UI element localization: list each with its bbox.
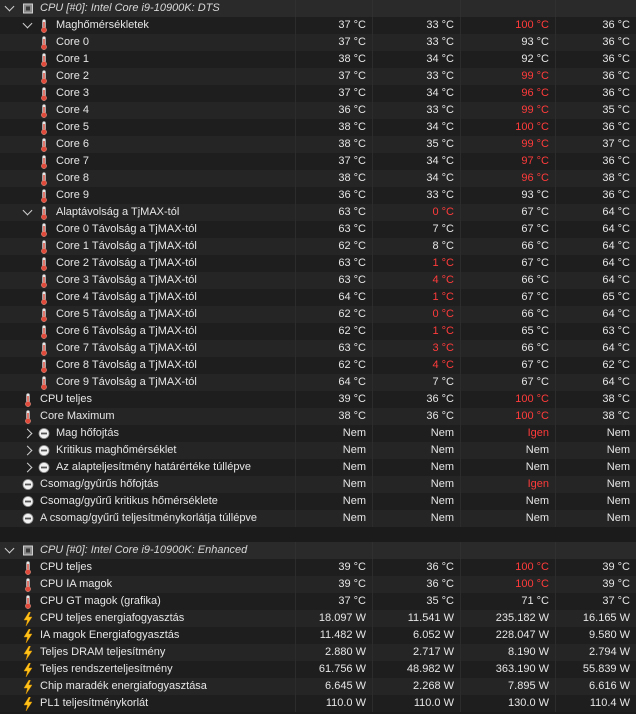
value-max: 66 °C [460,306,555,323]
section-title: CPU [#0]: Intel Core i9-10900K: DTS [40,2,220,14]
sensor-row[interactable] [0,678,636,695]
value-max: 97 °C [460,153,555,170]
value-max: Nem [460,442,555,459]
sensor-row[interactable] [0,272,636,289]
thermometer-icon [38,342,50,355]
sensor-label: Core 0 [56,36,90,48]
sensor-label: Core 7 [56,155,90,167]
value-min: Nem [372,459,460,476]
value-min: 0 °C [372,204,460,221]
sensor-row[interactable] [0,221,636,238]
value-max: 67 °C [460,255,555,272]
value-max: 363.190 W [460,661,555,678]
value-avg: 38 °C [555,170,636,187]
sensor-row[interactable] [0,187,636,204]
sensor-label: Core 8 [56,172,90,184]
value-current: 38 °C [295,136,372,153]
value-max: 99 °C [460,68,555,85]
value-min: 35 °C [372,593,460,610]
value-avg: 63 °C [555,323,636,340]
status-icon [22,495,34,508]
sensor-row[interactable] [0,255,636,272]
value-current: 37 °C [295,85,372,102]
sensor-label: Core 1 [56,53,90,65]
sensor-label: Csomag/gyűrűs hőfojtás [40,478,159,490]
sensor-label: Core 4 Távolság a TjMAX-tól [56,291,197,303]
sensor-label: Core 9 Távolság a TjMAX-tól [56,376,197,388]
value-avg: 36 °C [555,187,636,204]
chevron-down-icon[interactable] [5,544,15,554]
thermometer-icon [38,274,50,287]
value-max: 99 °C [460,136,555,153]
sensor-row[interactable] [0,306,636,323]
sensor-row[interactable] [0,17,636,34]
thermometer-icon [38,172,50,185]
value-current: 39 °C [295,559,372,576]
sensor-label: Chip maradék energiafogyasztása [40,680,207,692]
status-icon [38,427,50,440]
value-avg: 62 °C [555,357,636,374]
value-current: 6.645 W [295,678,372,695]
sensor-label: Teljes DRAM teljesítmény [40,646,166,658]
value-current: Nem [295,442,372,459]
value-max: 67 °C [460,221,555,238]
value-current: 63 °C [295,204,372,221]
value-avg: 9.580 W [555,627,636,644]
value-max: 96 °C [460,85,555,102]
value-current: Nem [295,493,372,510]
value-min: 6.052 W [372,627,460,644]
sensor-row[interactable] [0,610,636,627]
section-header[interactable] [0,0,636,17]
thermometer-icon [38,206,50,219]
thermometer-icon [38,121,50,134]
sensor-row[interactable] [0,136,636,153]
value-max: 99 °C [460,102,555,119]
value-max: 8.190 W [460,644,555,661]
sensor-label: Core 2 Távolság a TjMAX-tól [56,257,197,269]
section-header[interactable] [0,542,636,559]
value-min: 8 °C [372,238,460,255]
value-current: 110.0 W [295,695,372,712]
value-current: 38 °C [295,119,372,136]
sensor-label: Core 2 [56,70,90,82]
value-max: 100 °C [460,576,555,593]
value-max: 100 °C [460,391,555,408]
value-current: 62 °C [295,323,372,340]
sensor-label: CPU GT magok (grafika) [40,595,161,607]
chevron-down-icon[interactable] [23,206,33,216]
value-min: Nem [372,493,460,510]
sensor-row[interactable] [0,644,636,661]
sensor-row[interactable] [0,510,636,527]
value-min: 4 °C [372,272,460,289]
value-min: 36 °C [372,391,460,408]
thermometer-icon [38,291,50,304]
sensor-label: IA magok Energiafogyasztás [40,629,180,641]
value-min: 2.717 W [372,644,460,661]
value-avg: 38 °C [555,391,636,408]
value-current: 38 °C [295,408,372,425]
value-current: 36 °C [295,187,372,204]
value-max: 93 °C [460,187,555,204]
value-avg: 37 °C [555,593,636,610]
sensor-label: Core 9 [56,189,90,201]
thermometer-icon [38,36,50,49]
value-min: 11.541 W [372,610,460,627]
value-min: 35 °C [372,136,460,153]
value-max: 67 °C [460,204,555,221]
sensor-label: CPU IA magok [40,578,113,590]
value-current: 37 °C [295,17,372,34]
sensor-label: Core 4 [56,104,90,116]
value-min: 33 °C [372,17,460,34]
value-avg: 64 °C [555,340,636,357]
value-current: Nem [295,476,372,493]
thermometer-icon [22,578,34,591]
value-max: 100 °C [460,119,555,136]
value-max: 228.047 W [460,627,555,644]
value-avg: Nem [555,442,636,459]
value-max: 67 °C [460,374,555,391]
status-icon [22,478,34,491]
value-current: 62 °C [295,306,372,323]
thermometer-icon [38,104,50,117]
value-min: 1 °C [372,323,460,340]
chevron-right-icon[interactable] [23,463,33,473]
value-min: 34 °C [372,119,460,136]
value-avg: 36 °C [555,119,636,136]
value-avg: 64 °C [555,374,636,391]
sensor-row[interactable] [0,153,636,170]
thermometer-icon [38,53,50,66]
value-max: 130.0 W [460,695,555,712]
status-icon [38,461,50,474]
chevron-down-icon[interactable] [23,19,33,29]
sensor-label: Core 1 Távolság a TjMAX-tól [56,240,197,252]
value-min: 48.982 W [372,661,460,678]
chevron-right-icon[interactable] [23,429,33,439]
value-min: 34 °C [372,85,460,102]
sensor-row[interactable] [0,476,636,493]
value-min: Nem [372,425,460,442]
sensor-label: Csomag/gyűrű kritikus hőmérséklete [40,495,218,507]
sensor-label: Core 3 Távolság a TjMAX-tól [56,274,197,286]
value-current: 63 °C [295,340,372,357]
sensor-label: PL1 teljesítménykorlát [40,697,149,709]
thermometer-icon [38,19,50,32]
value-avg: Nem [555,425,636,442]
value-max: 67 °C [460,289,555,306]
value-min: 1 °C [372,289,460,306]
value-avg: Nem [555,476,636,493]
value-current: 37 °C [295,153,372,170]
thermometer-icon [38,189,50,202]
value-avg: 39 °C [555,559,636,576]
sensor-row[interactable] [0,559,636,576]
value-min: 33 °C [372,187,460,204]
value-min: Nem [372,510,460,527]
cpu-icon [22,2,34,15]
value-avg: Nem [555,459,636,476]
value-min: 33 °C [372,68,460,85]
sensor-label: CPU teljes [40,393,92,405]
value-min: 3 °C [372,340,460,357]
sensor-row[interactable] [0,51,636,68]
value-min: 33 °C [372,34,460,51]
value-avg: Nem [555,510,636,527]
value-avg: 36 °C [555,153,636,170]
sensor-label: Core 6 [56,138,90,150]
status-icon [22,512,34,525]
value-avg: 64 °C [555,221,636,238]
thermometer-icon [38,376,50,389]
value-avg: 2.794 W [555,644,636,661]
lightning-icon [22,697,34,710]
sensor-row[interactable] [0,289,636,306]
thermometer-icon [38,223,50,236]
value-avg: 64 °C [555,204,636,221]
value-max: 100 °C [460,17,555,34]
thermometer-icon [38,257,50,270]
value-avg: 35 °C [555,102,636,119]
sensor-label: Maghőmérsékletek [56,19,149,31]
value-min: 0 °C [372,306,460,323]
value-min: 34 °C [372,51,460,68]
chevron-down-icon[interactable] [5,2,15,12]
sensor-row[interactable] [0,238,636,255]
value-max: 100 °C [460,408,555,425]
sensor-row[interactable] [0,85,636,102]
sensor-row[interactable] [0,408,636,425]
value-avg: 55.839 W [555,661,636,678]
sensor-label: Core 5 Távolság a TjMAX-tól [56,308,197,320]
value-avg: 39 °C [555,576,636,593]
value-avg: 37 °C [555,136,636,153]
value-current: 64 °C [295,374,372,391]
thermometer-icon [22,393,34,406]
sensor-label: Core 0 Távolság a TjMAX-tól [56,223,197,235]
thermometer-icon [38,87,50,100]
value-max: Nem [460,493,555,510]
sensor-row[interactable] [0,459,636,476]
sensor-row[interactable] [0,119,636,136]
lightning-icon [22,646,34,659]
sensor-label: Core 5 [56,121,90,133]
value-avg: 36 °C [555,68,636,85]
value-max: 66 °C [460,238,555,255]
status-icon [38,444,50,457]
value-min: 110.0 W [372,695,460,712]
sensor-row[interactable] [0,102,636,119]
value-avg: 110.4 W [555,695,636,712]
value-current: 63 °C [295,255,372,272]
value-max: Nem [460,510,555,527]
value-min: 36 °C [372,576,460,593]
value-max: 66 °C [460,272,555,289]
value-min: 7 °C [372,221,460,238]
lightning-icon [22,612,34,625]
value-max: 71 °C [460,593,555,610]
thermometer-icon [38,240,50,253]
value-min: 1 °C [372,255,460,272]
sensor-label: Core 6 Távolság a TjMAX-tól [56,325,197,337]
value-max: Nem [460,459,555,476]
value-current: 39 °C [295,391,372,408]
sensor-label: A csomag/gyűrű teljesítménykorlátja túllépve [40,512,258,524]
sensor-label: CPU teljes [40,561,92,573]
value-min: 7 °C [372,374,460,391]
value-min: 2.268 W [372,678,460,695]
value-min: 36 °C [372,559,460,576]
value-current: 37 °C [295,34,372,51]
thermometer-icon [38,155,50,168]
thermometer-icon [38,70,50,83]
sensor-row[interactable] [0,374,636,391]
sensor-row[interactable] [0,627,636,644]
value-max: 93 °C [460,34,555,51]
thermometer-icon [22,410,34,423]
sensor-row[interactable] [0,442,636,459]
sensor-row[interactable] [0,391,636,408]
value-current: 62 °C [295,357,372,374]
value-current: Nem [295,510,372,527]
value-max: 235.182 W [460,610,555,627]
value-max: 100 °C [460,559,555,576]
value-current: 37 °C [295,593,372,610]
value-max: 67 °C [460,357,555,374]
value-max: 66 °C [460,340,555,357]
value-avg: 64 °C [555,306,636,323]
value-avg: 36 °C [555,85,636,102]
lightning-icon [22,629,34,642]
sensor-row[interactable] [0,34,636,51]
section-enhanced [0,542,636,712]
value-min: 34 °C [372,170,460,187]
value-avg: 6.616 W [555,678,636,695]
thermometer-icon [38,138,50,151]
value-min: 36 °C [372,408,460,425]
thermometer-icon [38,308,50,321]
value-avg: 36 °C [555,34,636,51]
thermometer-icon [22,561,34,574]
value-current: 2.880 W [295,644,372,661]
thermometer-icon [38,325,50,338]
value-avg: 36 °C [555,17,636,34]
value-current: 38 °C [295,170,372,187]
value-current: 62 °C [295,238,372,255]
value-max: Igen [460,425,555,442]
value-min: Nem [372,476,460,493]
value-avg: 65 °C [555,289,636,306]
value-avg: 64 °C [555,272,636,289]
sensor-row[interactable] [0,340,636,357]
sensor-label: Mag hőfojtás [56,427,119,439]
value-min: 33 °C [372,102,460,119]
sensor-row[interactable] [0,357,636,374]
sensor-row[interactable] [0,204,636,221]
value-min: 4 °C [372,357,460,374]
value-current: 39 °C [295,576,372,593]
lightning-icon [22,663,34,676]
sensor-label: Core Maximum [40,410,115,422]
value-min: Nem [372,442,460,459]
value-current: 63 °C [295,272,372,289]
sensor-row[interactable] [0,68,636,85]
sensor-label: Teljes rendszerteljesítmény [40,663,173,675]
sensor-row[interactable] [0,323,636,340]
sensor-label: Alaptávolság a TjMAX-tól [56,206,180,218]
value-max: 7.895 W [460,678,555,695]
value-current: 37 °C [295,68,372,85]
sensor-row[interactable] [0,493,636,510]
value-avg: 16.165 W [555,610,636,627]
sensor-row[interactable] [0,170,636,187]
value-max: 65 °C [460,323,555,340]
sensor-label: Core 7 Távolság a TjMAX-tól [56,342,197,354]
thermometer-icon [22,595,34,608]
sensor-row[interactable] [0,576,636,593]
value-current: Nem [295,425,372,442]
value-current: 61.756 W [295,661,372,678]
thermometer-icon [38,359,50,372]
value-current: 63 °C [295,221,372,238]
value-current: 36 °C [295,102,372,119]
sensor-label: CPU teljes energiafogyasztás [40,612,185,624]
sensor-row[interactable] [0,593,636,610]
value-avg: 38 °C [555,408,636,425]
cpu-icon [22,544,34,557]
value-max: Igen [460,476,555,493]
sensor-row[interactable] [0,661,636,678]
value-min: 34 °C [372,153,460,170]
section-title: CPU [#0]: Intel Core i9-10900K: Enhanced [40,544,248,556]
value-avg: 64 °C [555,238,636,255]
sensor-label: Az alapteljesítmény határértéke túllépve [56,461,252,473]
value-current: 38 °C [295,51,372,68]
value-current: 18.097 W [295,610,372,627]
value-current: 11.482 W [295,627,372,644]
value-avg: Nem [555,493,636,510]
value-current: 64 °C [295,289,372,306]
section-spacer [0,527,636,542]
sensor-label: Core 8 Távolság a TjMAX-tól [56,359,197,371]
sensor-label: Kritikus maghőmérséklet [56,444,177,456]
value-max: 96 °C [460,170,555,187]
sensor-label: Core 3 [56,87,90,99]
lightning-icon [22,680,34,693]
value-avg: 36 °C [555,51,636,68]
value-max: 92 °C [460,51,555,68]
sensor-row[interactable] [0,425,636,442]
sensor-row[interactable] [0,695,636,712]
value-current: Nem [295,459,372,476]
chevron-right-icon[interactable] [23,446,33,456]
value-avg: 64 °C [555,255,636,272]
